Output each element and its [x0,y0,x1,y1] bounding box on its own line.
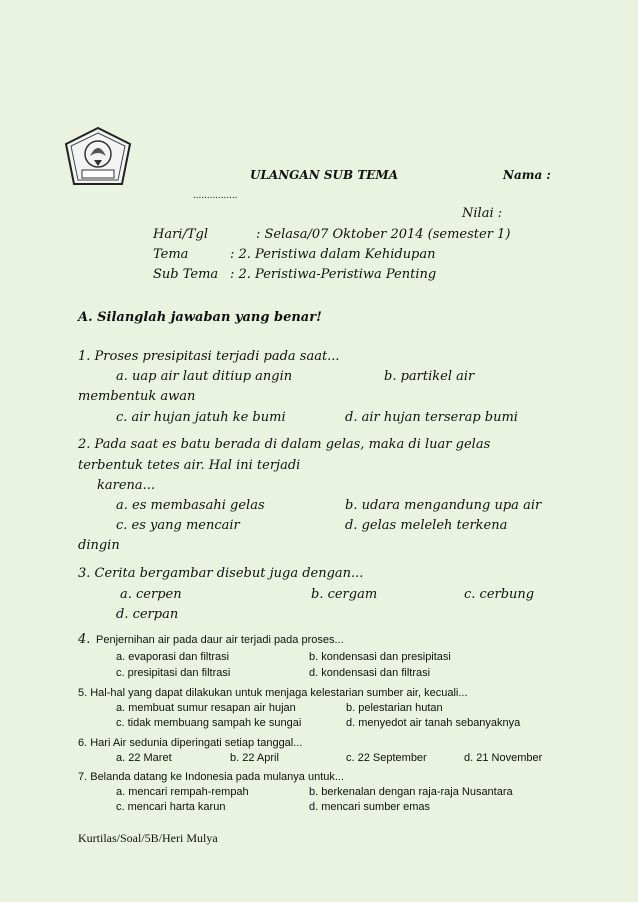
q4-option-d[interactable]: d. kondensasi dan filtrasi [309,667,431,679]
q2-text-line1: 2. Pada saat es batu berada di dalam gelas, maka di luar gelas [78,437,491,452]
exam-title: ULANGAN SUB TEMA [250,168,399,182]
q2-text-line3: karena... [97,478,156,493]
info-value-hari: : Selasa/07 Oktober 2014 (semester 1) [256,227,511,242]
q2-option-c[interactable]: c. es yang mencair [116,518,240,533]
section-a-heading: A. Silanglah jawaban yang benar! [78,310,322,325]
q3-option-b[interactable]: b. cergam [311,587,378,602]
q6-option-d[interactable]: d. 21 November [464,752,543,764]
q2-option-d-cont: dingin [78,538,120,553]
q7-text: 7. Belanda datang ke Indonesia pada mulanya untuk... [78,771,345,783]
q3-option-c[interactable]: c. cerbung [464,587,535,602]
q5-option-a[interactable]: a. membuat sumur resapan air hujan [116,702,296,714]
q3-text: 3. Cerita bergambar disebut juga dengan... [78,566,364,581]
q4-option-a[interactable]: a. evaporasi dan filtrasi [116,651,230,663]
nilai-label: Nilai : [462,206,503,221]
info-label-subtema: Sub Tema [153,267,219,282]
q6-text: 6. Hari Air sedunia diperingati setiap tanggal... [78,737,303,749]
q2-text-line2: terbentuk tetes air. Hal ini terjadi [78,458,301,473]
tut-wuri-handayani-logo [64,126,132,188]
q4-number: 4. [78,632,91,647]
q7-option-c[interactable]: c. mencari harta karun [116,801,226,813]
q4-option-b[interactable]: b. kondensasi dan presipitasi [309,651,451,663]
q1-option-d[interactable]: d. air hujan terserap bumi [345,410,518,425]
q5-option-d[interactable]: d. menyedot air tanah sebanyaknya [346,717,521,729]
q6-option-a[interactable]: a. 22 Maret [116,752,172,764]
q7-option-b[interactable]: b. berkenalan dengan raja-raja Nusantara [309,786,513,798]
q2-option-b[interactable]: b. udara mengandung upa air [345,498,542,513]
q1-option-c[interactable]: c. air hujan jatuh ke bumi [116,410,286,425]
q6-option-c[interactable]: c. 22 September [346,752,427,764]
info-value-tema: : 2. Peristiwa dalam Kehidupan [230,247,436,262]
q5-option-c[interactable]: c. tidak membuang sampah ke sungai [116,717,302,729]
q4-option-c[interactable]: c. presipitasi dan filtrasi [116,667,231,679]
q5-text: 5. Hal-hal yang dapat dilakukan untuk menjaga kelestarian sumber air, kecuali... [78,687,468,699]
q1-option-b[interactable]: b. partikel air [384,369,475,384]
info-label-tema: Tema [153,247,189,262]
q7-option-a[interactable]: a. mencari rempah-rempah [116,786,249,798]
q2-option-d[interactable]: d. gelas meleleh terkena [345,518,508,533]
q2-option-a[interactable]: a. es membasahi gelas [116,498,265,513]
q1-option-a[interactable]: a. uap air laut ditiup angin [116,369,293,384]
info-label-hari: Hari/Tgl [153,227,208,242]
q7-option-d[interactable]: d. mencari sumber emas [309,801,431,813]
q4-text: Penjernihan air pada daur air terjadi pada proses... [96,634,344,646]
q1-option-b-cont: membentuk awan [78,389,196,404]
q6-option-b[interactable]: b. 22 April [230,752,279,764]
info-value-subtema: : 2. Peristiwa-Peristiwa Penting [230,267,437,282]
nama-label: Nama : [503,168,551,182]
q3-option-d[interactable]: d. cerpan [116,607,179,622]
nama-dots: ................ [193,190,238,201]
q5-option-b[interactable]: b. pelestarian hutan [346,702,443,714]
q3-option-a[interactable]: a. cerpen [120,587,182,602]
footer-text: Kurtilas/Soal/5B/Heri Mulya [78,831,218,845]
q1-text: 1. Proses presipitasi terjadi pada saat... [78,349,340,364]
